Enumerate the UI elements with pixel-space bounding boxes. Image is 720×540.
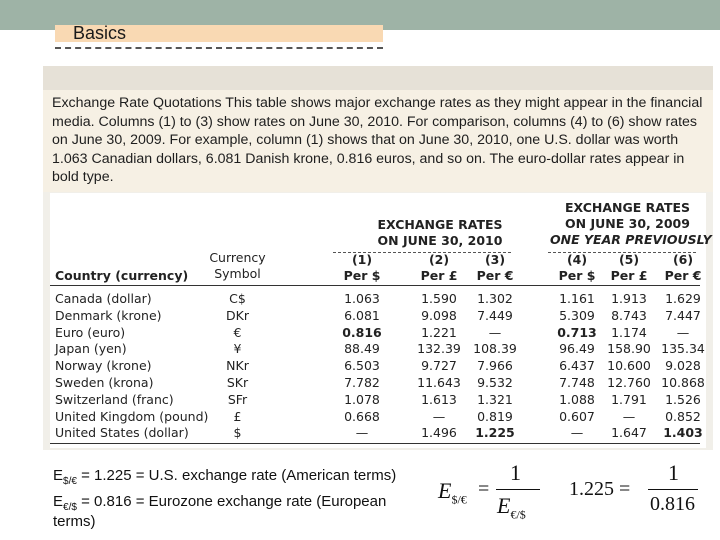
col-num-header: (6) xyxy=(672,252,694,267)
formula-line3: terms) xyxy=(53,513,96,530)
row-value: — xyxy=(622,408,636,424)
col-num-header: (5) xyxy=(618,252,640,267)
row-symbol: NKr xyxy=(226,358,249,374)
row-value: 7.966 xyxy=(477,358,513,374)
bottom-rule xyxy=(50,443,700,444)
row-value: 1.647 xyxy=(611,425,647,441)
slide-title: Basics xyxy=(73,23,127,43)
col-num-header: (4) xyxy=(566,252,588,267)
row-value: 10.868 xyxy=(661,375,705,390)
row-value: 11.643 xyxy=(417,375,461,390)
group2-header-line3: ONE YEAR PREVIOUSLY xyxy=(550,232,712,247)
col-country-header: Country (currency) xyxy=(55,268,189,283)
table-row xyxy=(0,291,720,307)
row-value: 7.782 xyxy=(344,375,380,390)
row-value: — xyxy=(676,324,690,340)
row-value: 9.727 xyxy=(421,358,457,374)
formula-rest2: = 0.816 = Eurozone exchange rate (European xyxy=(76,493,387,510)
row-value: 6.503 xyxy=(344,358,380,374)
row-symbol: £ xyxy=(233,408,242,424)
col-num-header: (2) xyxy=(428,252,450,267)
row-value: — xyxy=(570,425,584,441)
row-value: 0.607 xyxy=(559,408,595,424)
math-den2: 0.816 xyxy=(650,493,695,515)
table-row xyxy=(0,325,720,341)
row-value: 0.819 xyxy=(477,408,513,424)
row-value: 1.791 xyxy=(611,391,647,407)
table-row xyxy=(0,341,720,357)
formula-e1: E xyxy=(53,467,64,484)
row-country: Norway (krone) xyxy=(55,358,152,374)
description-panel-header xyxy=(43,66,713,90)
formula-e2: E xyxy=(53,493,64,510)
table-row xyxy=(0,409,720,425)
col-unit-header: Per $ xyxy=(558,268,596,283)
row-country: Canada (dollar) xyxy=(55,291,152,306)
col-num-header: (3) xyxy=(484,252,506,267)
group2-header-line2: ON JUNE 30, 2009 xyxy=(565,216,690,231)
row-symbol: ¥ xyxy=(233,341,242,357)
row-value: — xyxy=(488,324,502,340)
col-symbol-header-line2: Symbol xyxy=(214,266,261,281)
col-unit-header: Per £ xyxy=(610,268,648,283)
math-frac-bar1 xyxy=(496,489,540,490)
math-value-left: 1.225 = xyxy=(569,478,631,500)
row-value: 1.590 xyxy=(421,291,457,306)
row-value: 108.39 xyxy=(473,341,517,357)
math-frac-bar2 xyxy=(648,489,698,490)
formula-line2 xyxy=(53,493,386,513)
row-value: 7.447 xyxy=(665,307,701,323)
row-country: United States (dollar) xyxy=(55,425,189,441)
row-symbol: SKr xyxy=(226,375,249,390)
math-lhs-e: E xyxy=(438,478,452,503)
table-row xyxy=(0,308,720,324)
row-value: 96.49 xyxy=(559,341,595,357)
row-value: 6.081 xyxy=(344,307,380,323)
row-value: 7.449 xyxy=(477,307,513,323)
row-value: 9.028 xyxy=(665,358,701,374)
row-value: 1.078 xyxy=(344,391,380,407)
formula-sub1: $/€ xyxy=(63,476,77,487)
row-country: Switzerland (franc) xyxy=(55,391,174,407)
row-value: 158.90 xyxy=(607,341,651,357)
row-value: 1.496 xyxy=(421,425,457,441)
row-value: 0.668 xyxy=(344,408,380,424)
row-country: United Kingdom (pound) xyxy=(55,408,209,424)
title-underline xyxy=(55,47,383,49)
col-unit-header: Per £ xyxy=(420,268,458,283)
row-value: 0.852 xyxy=(665,408,701,424)
formula-line1 xyxy=(53,467,396,487)
row-value: 1.161 xyxy=(559,291,595,306)
row-value: 10.600 xyxy=(607,358,651,374)
row-value: 8.743 xyxy=(611,307,647,323)
math-one1: 1 xyxy=(510,460,521,485)
row-value: 9.098 xyxy=(421,307,457,323)
row-value: 1.174 xyxy=(611,324,647,340)
row-value: 1.221 xyxy=(421,324,457,340)
row-country: Sweden (krona) xyxy=(55,375,154,390)
col-unit-header: Per € xyxy=(476,268,514,283)
row-value: 0.713 xyxy=(557,324,597,340)
description-text: Exchange Rate Quotations This table shows major exchange rates as they might appear in the financial media. Columns (1) to (3) show rates on June 30, 2010. For comparison, columns (4) to (6) show rates on June 30, 2009. For example, column (1) shows that on June 30, 2010, one U.S. dollar was worth 1.063 Canadian dollars, 6.081 Danish krone, 0.816 euros, and so on. The euro-dollar rates appear in bold type. xyxy=(52,95,703,185)
formula-sub2: €/$ xyxy=(63,502,77,513)
row-value: 1.613 xyxy=(421,391,457,407)
row-value: 1.063 xyxy=(344,291,380,306)
row-value: 1.225 xyxy=(475,425,515,441)
group1-header-line1: EXCHANGE RATES xyxy=(377,217,503,232)
row-value: 1.403 xyxy=(663,425,703,441)
math-den-e: E xyxy=(497,493,511,518)
row-country: Euro (euro) xyxy=(55,324,126,340)
row-value: 1.913 xyxy=(611,291,647,306)
col-unit-header: Per $ xyxy=(343,268,381,283)
row-symbol: $ xyxy=(233,425,242,441)
row-value: 7.748 xyxy=(559,375,595,390)
group2-header-line1: EXCHANGE RATES xyxy=(564,200,691,215)
row-value: — xyxy=(355,425,369,441)
col-symbol-header-line1: Currency xyxy=(209,250,266,265)
math-lhs xyxy=(438,478,467,507)
row-value: 132.39 xyxy=(417,341,461,357)
row-country: Japan (yen) xyxy=(55,341,127,357)
math-lhs-sub: $/€ xyxy=(451,492,467,507)
header-rule xyxy=(50,285,700,286)
col-unit-header: Per € xyxy=(664,268,702,283)
row-value: 1.629 xyxy=(665,291,701,306)
row-symbol: DKr xyxy=(226,307,249,323)
group1-header-line2: ON JUNE 30, 2010 xyxy=(377,233,503,248)
math-eq1: = xyxy=(478,478,490,500)
math-den-sub: €/$ xyxy=(510,507,526,522)
table-row xyxy=(0,358,720,374)
row-value: 6.437 xyxy=(559,358,595,374)
row-value: 1.321 xyxy=(477,391,513,407)
row-value: 0.816 xyxy=(342,324,382,340)
row-value: 1.302 xyxy=(477,291,513,306)
row-value: 5.309 xyxy=(559,307,595,323)
row-value: 88.49 xyxy=(344,341,380,357)
row-symbol: € xyxy=(233,324,242,340)
col-num-header: (1) xyxy=(351,252,373,267)
row-symbol: SFr xyxy=(227,391,248,407)
table-row xyxy=(0,392,720,408)
row-value: 1.526 xyxy=(665,391,701,407)
row-symbol: C$ xyxy=(229,291,246,306)
math-den1 xyxy=(497,493,526,522)
table-row xyxy=(0,375,720,391)
row-value: 135.34 xyxy=(661,341,705,357)
table-row xyxy=(0,425,720,441)
row-value: 12.760 xyxy=(607,375,651,390)
row-country: Denmark (krone) xyxy=(55,307,162,323)
row-value: 9.532 xyxy=(477,375,513,390)
row-value: 1.088 xyxy=(559,391,595,407)
formula-rest1: = 1.225 = U.S. exchange rate (American terms) xyxy=(76,467,397,484)
row-value: — xyxy=(432,408,446,424)
math-one2: 1 xyxy=(668,460,679,485)
